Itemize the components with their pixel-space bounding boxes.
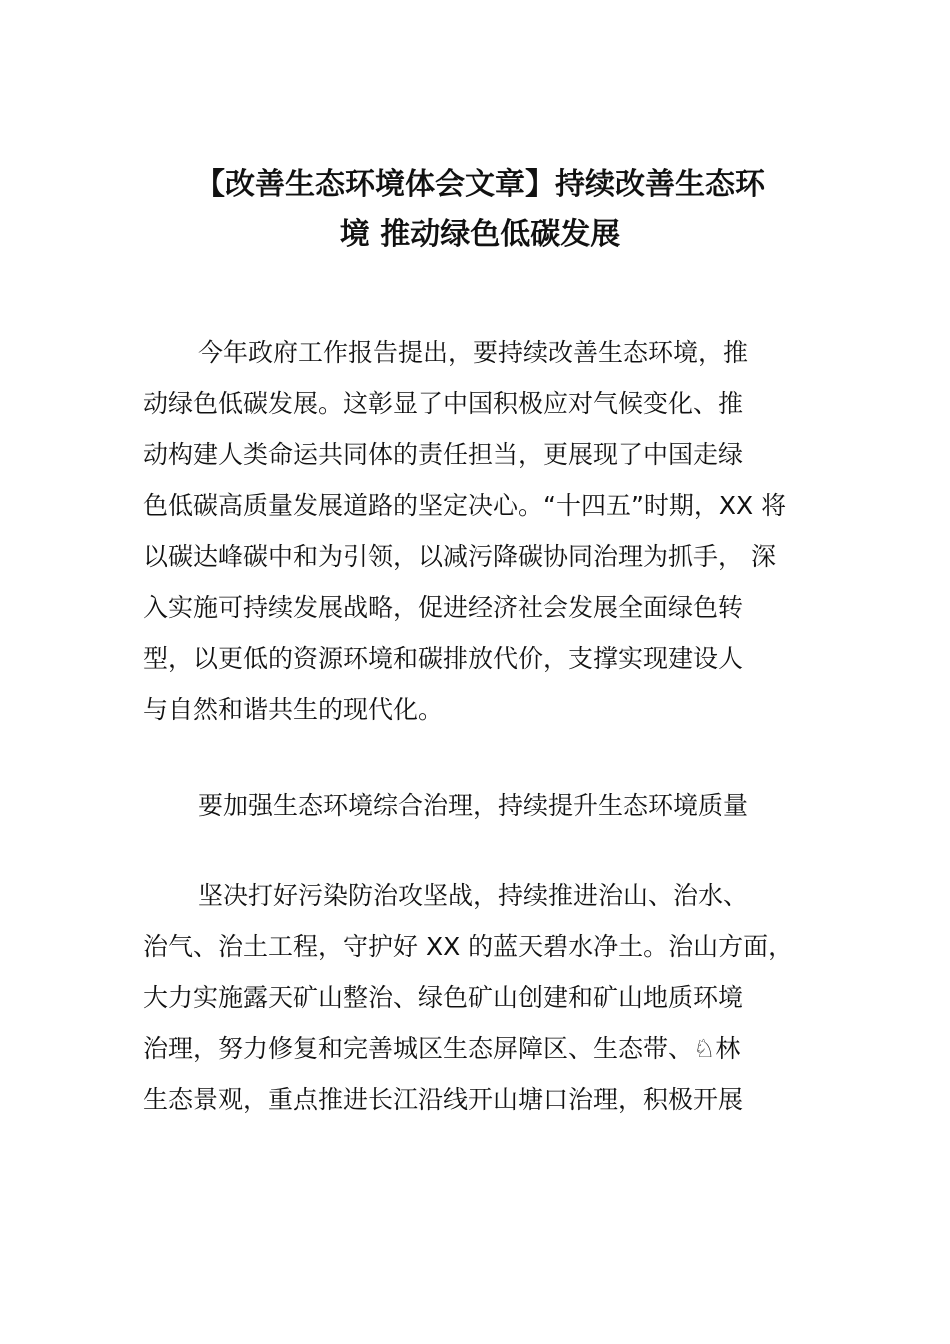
paragraph-line: 色低碳高质量发展道路的坚定决心。“十四五”时期，XX 将	[143, 491, 787, 520]
paragraph-line: 入实施可持续发展战略，促进经济社会发展全面绿色转	[143, 593, 744, 622]
paragraph-2	[143, 870, 833, 1125]
title-line-2: 境 推动绿色低碳发展	[339, 217, 621, 252]
title-line-1: 【改善生态环境体会文章】持续改善生态环	[195, 167, 765, 202]
paragraph-line: 型，以更低的资源环境和碳排放代价，支撑实现建设人	[143, 644, 744, 673]
paragraph-line: 与自然和谐共生的现代化。	[143, 695, 444, 724]
paragraph-line: 大力实施露天矿山整治、绿色矿山创建和矿山地质环境	[143, 983, 744, 1012]
paragraph-line: 生态景观，重点推进长江沿线开山塘口治理，积极开展	[143, 1085, 744, 1114]
paragraph-line: 动绿色低碳发展。这彰显了中国积极应对气候变化、推	[143, 389, 744, 418]
document-title	[140, 160, 820, 260]
section-heading-text: 要加强生态环境综合治理，持续提升生态环境质量	[198, 791, 749, 820]
section-heading	[143, 780, 833, 831]
paragraph-line: 治理，努力修复和完善城区生态屏障区、生态带、♘林	[143, 1034, 741, 1063]
paragraph-line: 动构建人类命运共同体的责任担当，更展现了中国走绿	[143, 440, 744, 469]
paragraph-line: 治气、治土工程，守护好 XX 的蓝天碧水净土。治山方面，	[143, 932, 794, 961]
paragraph-line: 今年政府工作报告提出，要持续改善生态环境，推	[198, 338, 749, 367]
paragraph-line: 坚决打好污染防治攻坚战，持续推进治山、治水、	[198, 881, 749, 910]
paragraph-line: 以碳达峰碳中和为引领，以减污降碳协同治理为抓手， 深	[143, 542, 776, 571]
paragraph-1	[143, 327, 833, 735]
